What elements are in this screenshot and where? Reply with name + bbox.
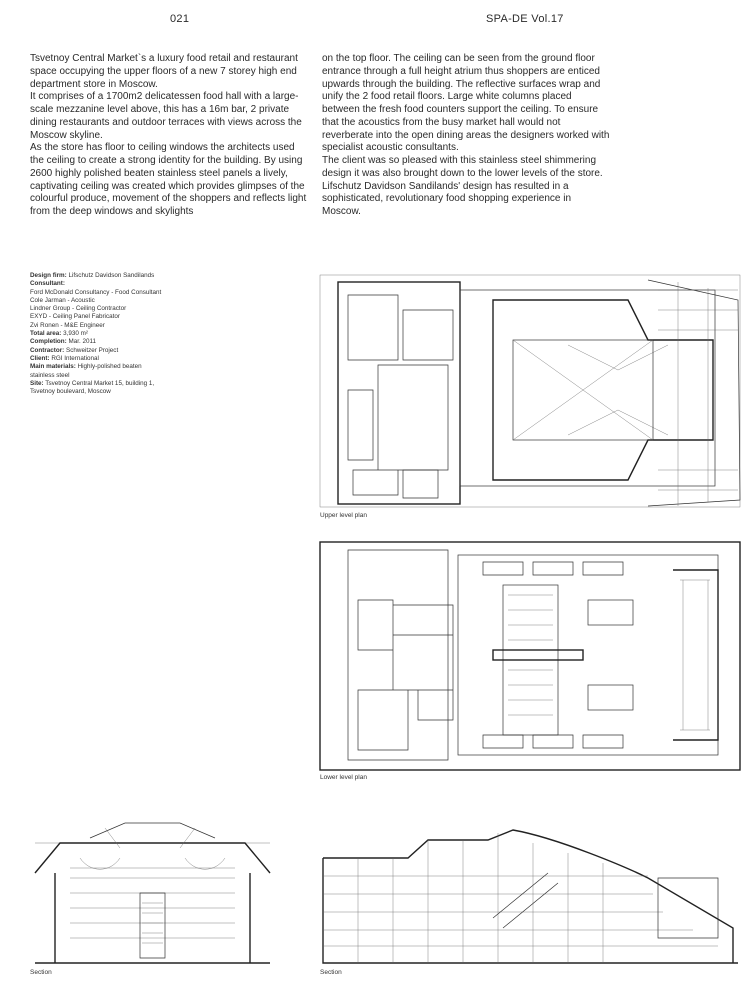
section-right-drawing bbox=[318, 818, 743, 966]
caption-section: Section bbox=[320, 969, 342, 976]
credit-label: Total area: bbox=[30, 330, 62, 338]
lower-level-plan-drawing bbox=[318, 540, 743, 772]
paragraph: It comprises of a 1700m2 delicatessen food hall with a large-scale mezzanine level above, this has a 16m bar, 2 private dining restaurants and outdoor terraces with views across the Moscow skyline. bbox=[30, 91, 302, 141]
section-left-drawing bbox=[30, 818, 275, 966]
page-number: 021 bbox=[170, 13, 190, 25]
credit-value: Highly-polished beaten stainless steel bbox=[30, 363, 142, 379]
credit-value: EXYD - Ceiling Panel Fabricator bbox=[30, 313, 120, 321]
credit-value: Ford McDonald Consultancy - Food Consultant bbox=[30, 288, 162, 296]
body-column-1 bbox=[30, 53, 308, 219]
paragraph: on the top floor. The ceiling can be seen from the ground floor entrance through a full height atrium thus shoppers are enticed upwards through the building. The reflective surfaces wrap and unify the 2 food retail floors. Large white columns placed between the fresh food counters support the ceiling. To ensure that the acoustics from the busy market hall would not reverberate into the open dining areas the designers worked with specialist acoustic consultants. bbox=[322, 53, 610, 154]
caption-section: Section bbox=[30, 969, 52, 976]
credit-label: Completion: bbox=[30, 338, 67, 346]
paragraph: Tsvetnoy Central Market`s a luxury food retail and restaurant space occupying the upper floors of a new 7 storey high end department store in Moscow. bbox=[30, 53, 298, 90]
credit-label: Main materials: bbox=[30, 363, 76, 371]
credit-value: Zvi Ronen - M&E Engineer bbox=[30, 321, 105, 329]
credit-value: Cole Jarman - Acoustic bbox=[30, 296, 95, 304]
credit-label: Contractor: bbox=[30, 346, 65, 354]
paragraph: The client was so pleased with this stainless steel shimmering design it was also brought down to the lower levels of the store. Lifschutz Davidson Sandilands' design has resulted in a sophisticated, revolutionary food shopping experience in Moscow. bbox=[322, 155, 603, 217]
credit-value: Schweitzer Project bbox=[66, 346, 119, 354]
credit-value: Lindner Group - Ceiling Contractor bbox=[30, 305, 127, 313]
credit-value: Tsvetnoy Central Market 15, building 1, Tsvetnoy boulevard, Moscow bbox=[30, 379, 155, 396]
upper-level-plan-drawing bbox=[318, 270, 743, 512]
paragraph: As the store has floor to ceiling windows the architects used the ceiling to create a strong identity for the building. By using 2600 highly polished beaten stainless steel panels a lively, captivating ceiling was created which provides glimpses of the colourful produce, movement of the shoppers and reflects light from the deep windows and skylights bbox=[30, 142, 307, 217]
credit-value: RGI International bbox=[51, 354, 99, 362]
project-credits bbox=[30, 272, 165, 396]
caption-upper-level-plan: Upper level plan bbox=[320, 512, 367, 519]
credit-label: Design firm: bbox=[30, 272, 67, 279]
credit-value: Lifschutz Davidson Sandilands bbox=[68, 272, 155, 279]
credit-label: Client: bbox=[30, 354, 50, 362]
credit-label: Consultant: bbox=[30, 280, 65, 288]
credit-value: Mar. 2011 bbox=[68, 338, 97, 346]
credit-value: 3,930 m² bbox=[63, 330, 88, 338]
body-column-2 bbox=[322, 53, 612, 219]
credit-label: Site: bbox=[30, 379, 44, 387]
caption-lower-level-plan: Lower level plan bbox=[320, 774, 367, 781]
magazine-title: SPA-DE Vol.17 bbox=[486, 13, 564, 25]
